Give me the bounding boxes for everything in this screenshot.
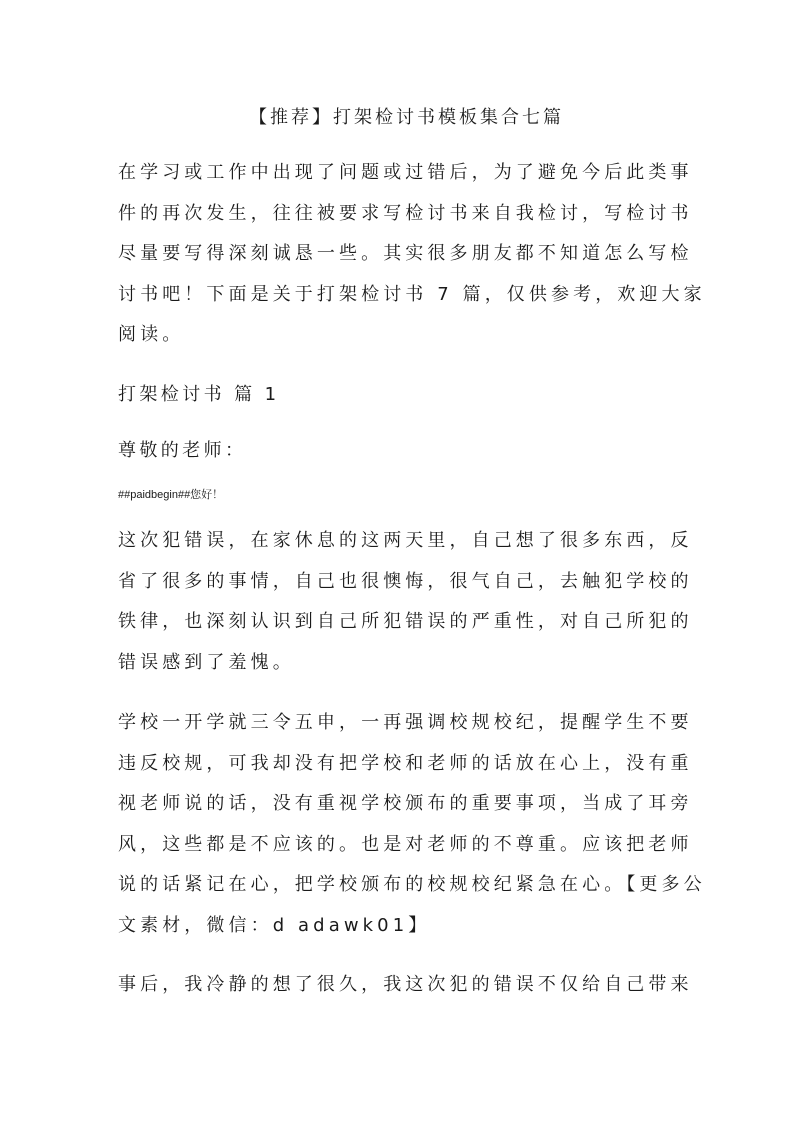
salutation: 尊敬的老师： xyxy=(118,440,247,461)
document-title: 【推荐】打架检讨书模板集合七篇 xyxy=(249,107,564,128)
text-line: 文素材，微信：d adawk01】 xyxy=(118,914,431,936)
text-line: 在学习或工作中出现了问题或过错后，为了避免今后此类事 xyxy=(118,162,693,183)
text-line: 风，这些都是不应该的。也是对老师的不尊重。应该把老师 xyxy=(118,833,693,855)
text-line: 视老师说的话，没有重视学校颁布的重要事项，当成了耳旁 xyxy=(118,793,693,814)
text-line: 这次犯错误，在家休息的这两天里，自己想了很多东西，反 xyxy=(118,530,693,551)
text-line: 违反校规，可我却没有把学校和老师的话放在心上，没有重 xyxy=(118,752,693,774)
text-line: 阅读。 xyxy=(118,324,185,345)
text-line: 省了很多的事情，自己也很懊悔，很气自己，去触犯学校的 xyxy=(118,570,693,592)
marker-line: ##paidbegin##您好！ xyxy=(118,489,224,501)
intro-paragraph xyxy=(118,153,706,356)
text-line: 铁律，也深刻认识到自己所犯错误的严重性，对自己所犯的 xyxy=(118,611,693,632)
body-paragraph-3 xyxy=(118,965,693,1006)
body-paragraph-2 xyxy=(118,703,706,946)
body-paragraph-1 xyxy=(118,521,693,683)
text-line: 说的话紧记在心，把学校颁布的校规校纪紧急在心。【更多公 xyxy=(118,874,706,895)
text-line: 学校一开学就三令五申，一再强调校规校纪，提醒学生不要 xyxy=(118,712,693,733)
text-line: 讨书吧！下面是关于打架检讨书 7 篇，仅供参考，欢迎大家 xyxy=(118,283,706,305)
text-line: 件的再次发生，往往被要求写检讨书来自我检讨，写检讨书 xyxy=(118,202,693,224)
text-line: 事后，我冷静的想了很久，我这次犯的错误不仅给自己带来 xyxy=(118,974,693,995)
section-heading: 打架检讨书 篇 1 xyxy=(118,384,280,405)
text-line: 错误感到了羞愧。 xyxy=(118,651,295,673)
text-line: 尽量要写得深刻诚恳一些。其实很多朋友都不知道怎么写检 xyxy=(118,243,693,264)
